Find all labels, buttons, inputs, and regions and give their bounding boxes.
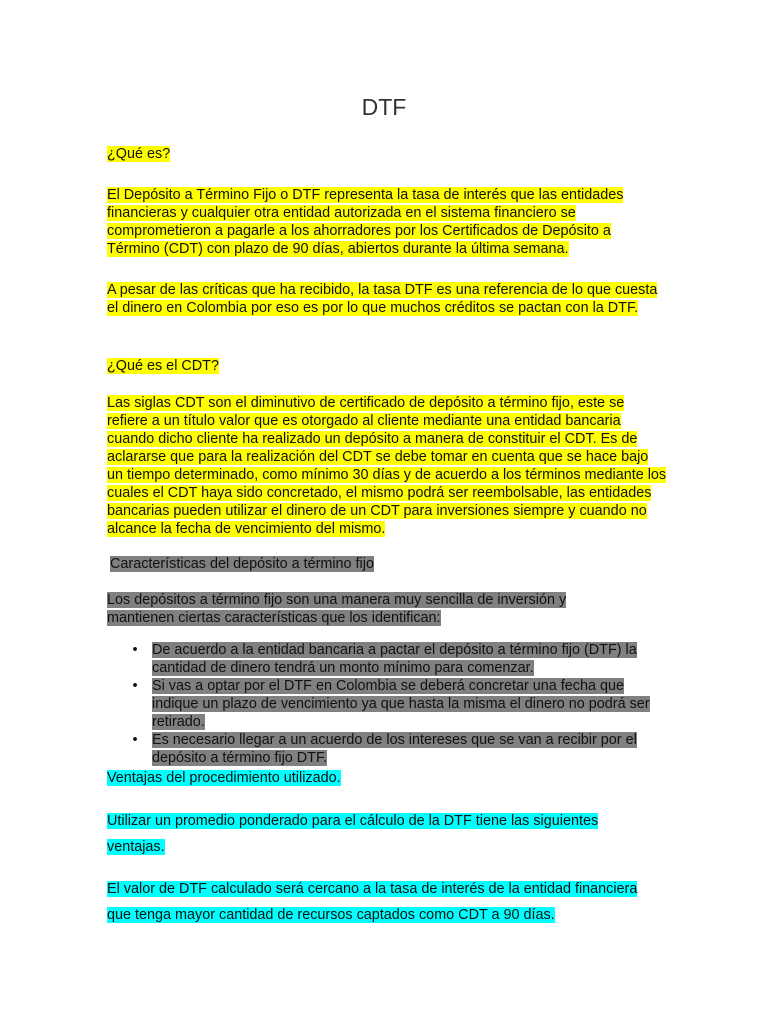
paragraph-cdt-definition <box>107 394 667 538</box>
paragraph-ventajas-promedio <box>107 808 637 860</box>
characteristics-list <box>107 641 663 767</box>
paragraph-caracteristicas-intro <box>107 591 627 627</box>
bullet-icon: • <box>132 678 138 694</box>
list-item-text: De acuerdo a la entidad bancaria a pactar el depósito a término fijo (DTF) la cantidad de dinero tendrá un monto mínimo para comenzar. <box>152 642 637 676</box>
bullet-icon: • <box>132 732 138 748</box>
list-item-text: Es necesario llegar a un acuerdo de los intereses que se van a recibir por el depósito a término fijo DTF. <box>152 732 637 766</box>
bullet-icon: • <box>132 642 138 658</box>
list-item <box>107 677 663 731</box>
highlighted-text: ¿Qué es el CDT? <box>107 358 219 374</box>
highlighted-text: Ventajas del procedimiento utilizado. <box>107 770 341 786</box>
list-item-text: Si vas a optar por el DTF en Colombia se deberá concretar una fecha que indique un plazo de vencimiento ya que hasta la misma el dinero no podrá ser retirado. <box>152 678 650 730</box>
paragraph-dtf-reference <box>107 281 667 317</box>
heading-que-es <box>107 145 667 163</box>
paragraph-ventajas-valor <box>107 876 652 928</box>
highlighted-text: ¿Qué es? <box>107 146 171 162</box>
list-item <box>107 731 663 767</box>
highlighted-text: Utilizar un promedio ponderado para el cálculo de la DTF tiene las siguientes ventajas. <box>107 813 599 855</box>
highlighted-text: A pesar de las críticas que ha recibido, la tasa DTF es una referencia de lo que cuesta el dinero en Colombia por eso es por lo que muchos créditos se pactan con la DTF. <box>107 282 658 316</box>
heading-caracteristicas <box>110 555 670 573</box>
highlighted-text: Los depósitos a término fijo son una manera muy sencilla de inversión y mantienen ciertas características que los identifican: <box>107 592 567 626</box>
highlighted-text: El Depósito a Término Fijo o DTF representa la tasa de interés que las entidades financieras y cualquier otra entidad autorizada en el sistema financiero se comprometieron a pagarle a los ahorradores por los Certificados de Depósito a Término (CDT) con plazo de 90 días, abiertos durante la última semana. <box>107 187 624 257</box>
heading-que-es-cdt <box>107 357 667 375</box>
highlighted-text: El valor de DTF calculado será cercano a la tasa de interés de la entidad financiera que tenga mayor cantidad de recursos captados como CDT a 90 días. <box>107 881 638 923</box>
highlighted-text: Las siglas CDT son el diminutivo de certificado de depósito a término fijo, este se refiere a un título valor que es otorgado al cliente mediante una entidad bancaria cuando dicho cliente ha realizado un depósito a manera de constituir el CDT. Es de aclararse que para la realización del CDT se debe tomar en cuenta que se hace bajo un tiempo determinado, como mínimo 30 días y de acuerdo a los términos mediante los cuales el CDT haya sido concretado, el mismo podrá ser reembolsable, las entidades bancarias pueden utilizar el dinero de un CDT para inversiones siempre y cuando no alcance la fecha de vencimiento del mismo. <box>107 395 667 537</box>
document-title: DTF <box>361 94 407 120</box>
highlighted-text: Características del depósito a término fijo <box>110 556 374 572</box>
paragraph-dtf-definition <box>107 186 667 258</box>
list-item <box>107 641 663 677</box>
heading-ventajas <box>107 769 667 787</box>
